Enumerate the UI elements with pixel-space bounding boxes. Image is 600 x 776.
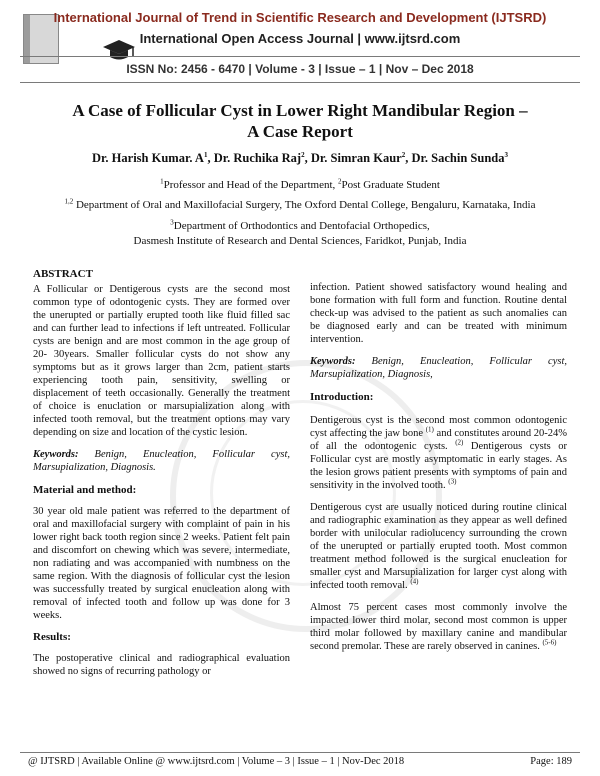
header-divider-top xyxy=(20,56,580,57)
keywords-right xyxy=(310,355,567,381)
aff-role-2: Post Graduate Student xyxy=(341,179,440,191)
intro-p1-a: Dentigerous cyst is the second most common odontogenic cyst affecting the jaw bone xyxy=(310,415,567,439)
intro-paragraph-3 xyxy=(310,601,567,653)
abstract-text: A Follicular or Dentigerous cysts are the second most common type of odontogenic cysts. They are formed over the unerupted or partially erupted tooth like fluid filled sac and can further lead to infections if left untreated. Follicular cysts are benign and are most common in the age group of 20- 30years. Smaller follicular cysts do not show any symptoms but as it grows larger than 2cm, patient starts experiencing tooth pain, sensitivity, swelling or displacement of teeth occasionally. Generally the treatment of choice is enuclation or marsupialization along with infected tooth removal, but the treatment options may vary depending on size and location of the cystic lesion. xyxy=(33,284,290,438)
citation-ref: (5-6) xyxy=(542,638,557,647)
aff-dept-1-text: Department of Oral and Maxillofacial Surgery, The Oxford Dental College, Bengaluru, Karnataka, India xyxy=(73,199,536,211)
citation-ref: (3) xyxy=(448,477,457,486)
affiliation-institute: Dasmesh Institute of Research and Dental Sciences, Faridkot, Punjab, India xyxy=(133,235,467,247)
title-line-2: A Case Report xyxy=(247,122,353,141)
aff-dept-2-text: Department of Orthodontics and Dentofacial Orthopedics, xyxy=(173,220,430,232)
abstract-heading: ABSTRACT xyxy=(33,268,93,280)
author-sup: 2 xyxy=(301,150,305,159)
results-text-left: The postoperative clinical and radiographical evaluation showed no signs of recurring pathology or xyxy=(33,653,290,677)
author-sup: 2 xyxy=(401,150,406,159)
issn-line: ISSN No: 2456 - 6470 | Volume - 3 | Issue – 1 | Nov – Dec 2018 xyxy=(126,62,474,76)
author-name: Dr. Simran Kaur xyxy=(310,151,402,165)
journal-header xyxy=(0,0,600,80)
citation-ref: (1) xyxy=(425,425,434,434)
abstract-keywords xyxy=(33,448,290,474)
author-name: Dr. Ruchika Raj xyxy=(213,151,302,165)
journal-name: International Journal of Trend in Scientific Research and Development (IJTSRD) xyxy=(53,10,547,25)
page-number: Page: 189 xyxy=(530,756,572,767)
citation-ref: (4) xyxy=(410,577,419,586)
results-heading: Results: xyxy=(33,631,71,643)
left-column xyxy=(33,268,290,687)
intro-p2-text: Dentigerous cyst are usually noticed during routine clinical and radiographic examination as they appear as well defined border with unilocular radiolucency surrounding the crown of the unerupted or partially erupted tooth. Most common treatment method followed is the surgical enucleation for smaller cyst and Marsupialization for larger cyst along with infected tooth removal. xyxy=(310,502,567,591)
title-line-1: A Case of Follicular Cyst in Lower Right Mandibular Region – xyxy=(72,101,528,120)
intro-paragraph-1 xyxy=(310,414,567,492)
affiliation-dept-2 xyxy=(20,220,580,233)
author-name: Dr. Harish Kumar. A xyxy=(92,151,204,165)
intro-p1-c: Dentigerous cysts or Follicular cyst are mostly asymptomatic in early stages. As the lesion grows patient presents with symptoms of pain and sensitivity in the involved tooth. xyxy=(310,441,567,491)
keywords-label: Keywords: xyxy=(33,449,79,460)
keywords-right-text: Benign, Enucleation, Follicular cyst, Marsupialization, Diagnosis, xyxy=(310,356,567,380)
author-list: Dr. Harish Kumar. $A^1$, Dr. Ruchika Raj$^2$, Dr. Simran Kaur$^2$, Dr. Sachin Sunda$^3$ xyxy=(92,150,508,165)
paper-title xyxy=(40,100,560,142)
author-sup: 1 xyxy=(203,150,208,159)
aff-sup: 3 xyxy=(170,218,174,227)
keywords-right-label: Keywords: xyxy=(310,356,356,367)
aff-role-1: Professor and Head of the Department, xyxy=(163,179,339,191)
affiliation-roles xyxy=(20,179,580,192)
results-text-right: infection. Patient showed satisfactory wound healing and bone formation with full form and function. Routine dental check-up was advised to the patient as such anomalies can be diagnosed early and can be treated with minimum intervention. xyxy=(310,282,567,345)
aff-sup: 1 xyxy=(160,177,164,186)
material-text: 30 year old male patient was referred to the department of oral and maxillofacial surgery with complaint of pain in his lower right back tooth region since 2 weeks. Patient felt pain and discomfort on chewing which was severe, intermediate, non radiating and was accompanied with numbness on the same region. With the diagnosis of follicular cyst the lesion was successfully treated by surgical enucleation along with removal of infected tooth and follow up was done for 3 weeks. xyxy=(33,506,290,621)
footer-divider xyxy=(20,752,580,753)
journal-access-line[interactable]: International Open Access Journal | www.ijtsrd.com xyxy=(139,31,461,46)
aff-sup: 2 xyxy=(338,177,342,186)
intro-paragraph-2 xyxy=(310,501,567,592)
keywords-text: Benign, Enucleation, Follicular cyst, Marsupialization, Diagnosis. xyxy=(33,449,290,473)
citation-ref: (2) xyxy=(455,438,464,447)
affiliation-dept-1 xyxy=(20,199,580,212)
author-sup: 3 xyxy=(504,150,508,159)
author-name: Dr. Sachin Sunda xyxy=(411,151,505,165)
intro-p3-text: Almost 75 percent cases most commonly involve the impacted lower third molar, second most common is upper third molar followed by maxillary canine and mandibular second premolar. These are rarely observed in canines. xyxy=(310,602,567,652)
footer-citation: @ IJTSRD | Available Online @ www.ijtsrd.com | Volume – 3 | Issue – 1 | Nov-Dec 2018 xyxy=(28,756,405,767)
introduction-heading: Introduction: xyxy=(310,391,374,403)
material-heading: Material and method: xyxy=(33,484,137,496)
right-column xyxy=(310,281,567,662)
aff-sup: 1,2 xyxy=(64,197,74,206)
intro-p1-b: and constitutes around 20-24% of all the odontogenic cysts. xyxy=(310,428,567,452)
header-divider-bottom xyxy=(20,82,580,83)
